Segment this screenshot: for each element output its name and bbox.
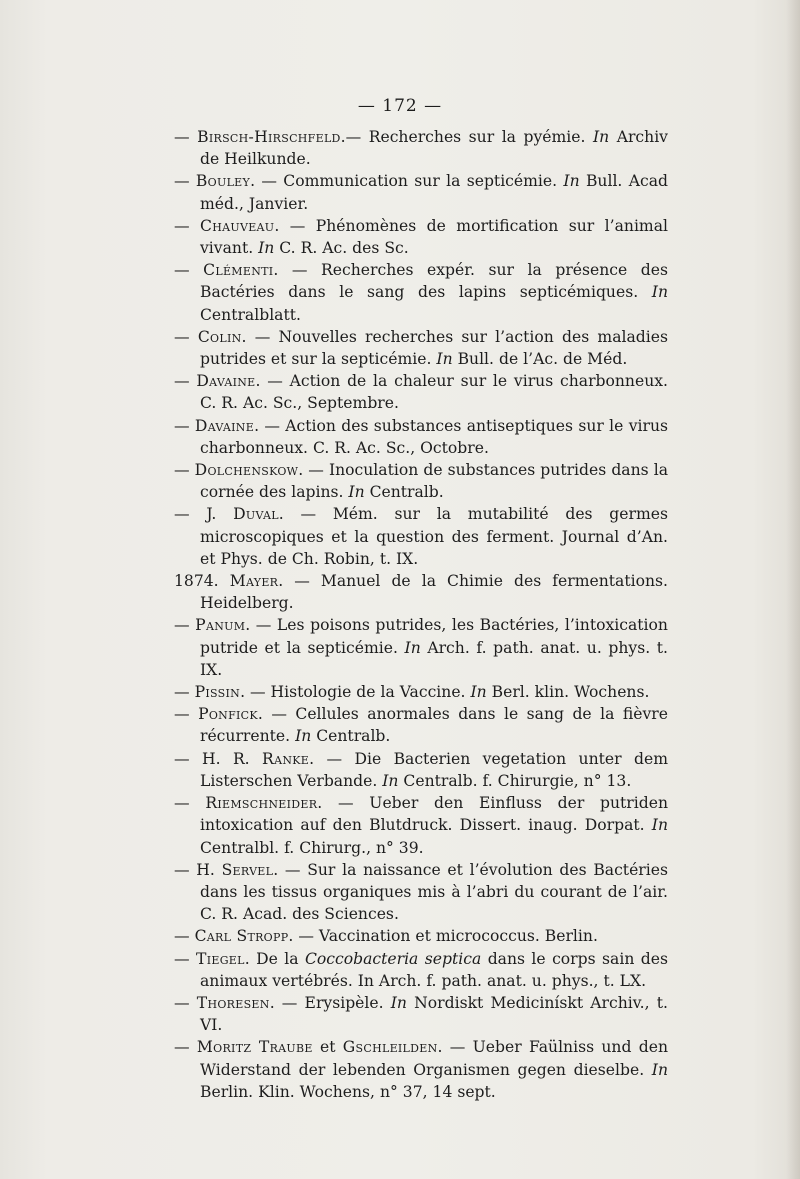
- bibliography-entry: — H. R. Ranke. — Die Bacterien vegetation unter dem Listerschen Verbande. In Centralb. f. Chirurgie, n° 13.: [174, 749, 668, 790]
- author-name: Panum: [195, 616, 246, 635]
- bibliography-entry: — Panum. — Les poisons putrides, les Bactéries, l’intoxication putride et la septicémie. In Arch. f. path. anat. u. phys. t. IX.: [174, 616, 668, 679]
- bibliography-entry: — Carl Stropp. — Vaccination et micrococcus. Berlin.: [174, 927, 598, 946]
- bibliography-entry: — Chauveau. — Phénomènes de mortification sur l’animal vivant. In C. R. Ac. des Sc.: [174, 216, 668, 258]
- author-name: Davaine: [196, 372, 256, 391]
- author-name: Ranke: [262, 749, 310, 768]
- author-name: Duval: [233, 505, 279, 524]
- bibliography-entry: — Tiegel. De la Coccobacteria septica dans le corps sain des animaux vertébrés. In Arch. f. path. anat. u. phys., t. LX.: [174, 949, 668, 990]
- bibliography-entry: — Davaine. — Action de la chaleur sur le virus charbonneux. C. R. Ac. Sc., Septembre.: [174, 372, 668, 413]
- bibliography-entry: — Birsch-Hirschfeld.— Recherches sur la pyémie. In Archiv de Heilkunde.: [174, 128, 668, 169]
- bibliography-entry: — Dolchenskow. — Inoculation de substances putrides dans la cornée des lapins. In Centralb.: [174, 461, 668, 502]
- author-name: Riemschneider: [205, 794, 318, 813]
- bibliography-entry: 1874. Mayer. — Manuel de la Chimie des fermentations. Heidelberg.: [174, 572, 668, 613]
- author-name: Colin: [197, 327, 242, 346]
- author-name: Mayer: [229, 572, 279, 591]
- author-name: Ponfick: [198, 705, 258, 724]
- author-name: Tiegel: [196, 949, 245, 968]
- author-name: Chauveau: [200, 216, 275, 235]
- bibliography-entry: — Colin. — Nouvelles recherches sur l’action des maladies putrides et sur la septicémie. In Bull. de l’Ac. de Méd.: [174, 327, 668, 369]
- page-number: — 172 —: [357, 96, 443, 116]
- author-name: Davaine: [194, 416, 255, 435]
- bibliography-entry: — Thoresen. — Erysipèle. In Nordiskt Medicinískt Archiv., t. VI.: [174, 993, 668, 1035]
- author-name: Carl Stropp: [194, 927, 289, 946]
- bibliography-entry: — Moritz Traube et Gschleilden. — Ueber Faülniss und den Widerstand der lebenden Organismen gegen dieselbe. In Berlin. Klin. Wochens, n° 37, 14 sept.: [174, 1038, 668, 1101]
- bibliography-entry: — Davaine. — Action des substances antiseptiques sur le virus charbonneux. C. R. Ac. Sc., Octobre.: [174, 416, 668, 457]
- bibliography-entry: — Clémenti. — Recherches expér. sur la présence des Bactéries dans le sang des lapins septicémiques. In Centralblatt.: [174, 261, 668, 324]
- bibliography-entry: — J. Duval. — Mém. sur la mutabilité des germes microscopiques et la question des ferment. Journal d’An. et Phys. de Ch. Robin, t. IX.: [174, 505, 668, 568]
- author-name: Birsch-Hirschfeld: [197, 128, 341, 146]
- author-name: Pissin: [194, 683, 241, 702]
- author-name: Bouley: [195, 172, 251, 191]
- bibliography-entry: — Bouley. — Communication sur la septicémie. In Bull. Acad méd., Janvier.: [174, 172, 668, 213]
- author-name: Dolchenskow: [194, 461, 299, 480]
- author-name: Servel: [221, 860, 274, 879]
- bibliography-entry: — H. Servel. — Sur la naissance et l’évolution des Bactéries dans les tissus organiques mis à l’abri du courant de l’air. C. R. Acad. des Sciences.: [174, 860, 668, 924]
- author-name: Thoresen: [196, 993, 270, 1012]
- bibliography-entry: — Riemschneider. — Ueber den Einfluss der putriden intoxication auf den Blutdruck. Dissert. inaug. Dorpat. In Centralbl. f. Chirurg., n° 39.: [174, 794, 668, 857]
- author-name: Gschleilden: [342, 1038, 438, 1057]
- bibliography-entry: — Pissin. — Histologie de la Vaccine. In Berl. klin. Wochens.: [174, 683, 650, 702]
- author-name: Clémenti: [203, 261, 274, 280]
- bibliography-list: [174, 126, 668, 1103]
- bibliography-entry: — Ponfick. — Cellules anormales dans le sang de la fièvre récurrente. In Centralb.: [174, 705, 668, 746]
- page-edge-shadow: [786, 0, 800, 1179]
- author-name: Moritz Traube: [196, 1038, 313, 1057]
